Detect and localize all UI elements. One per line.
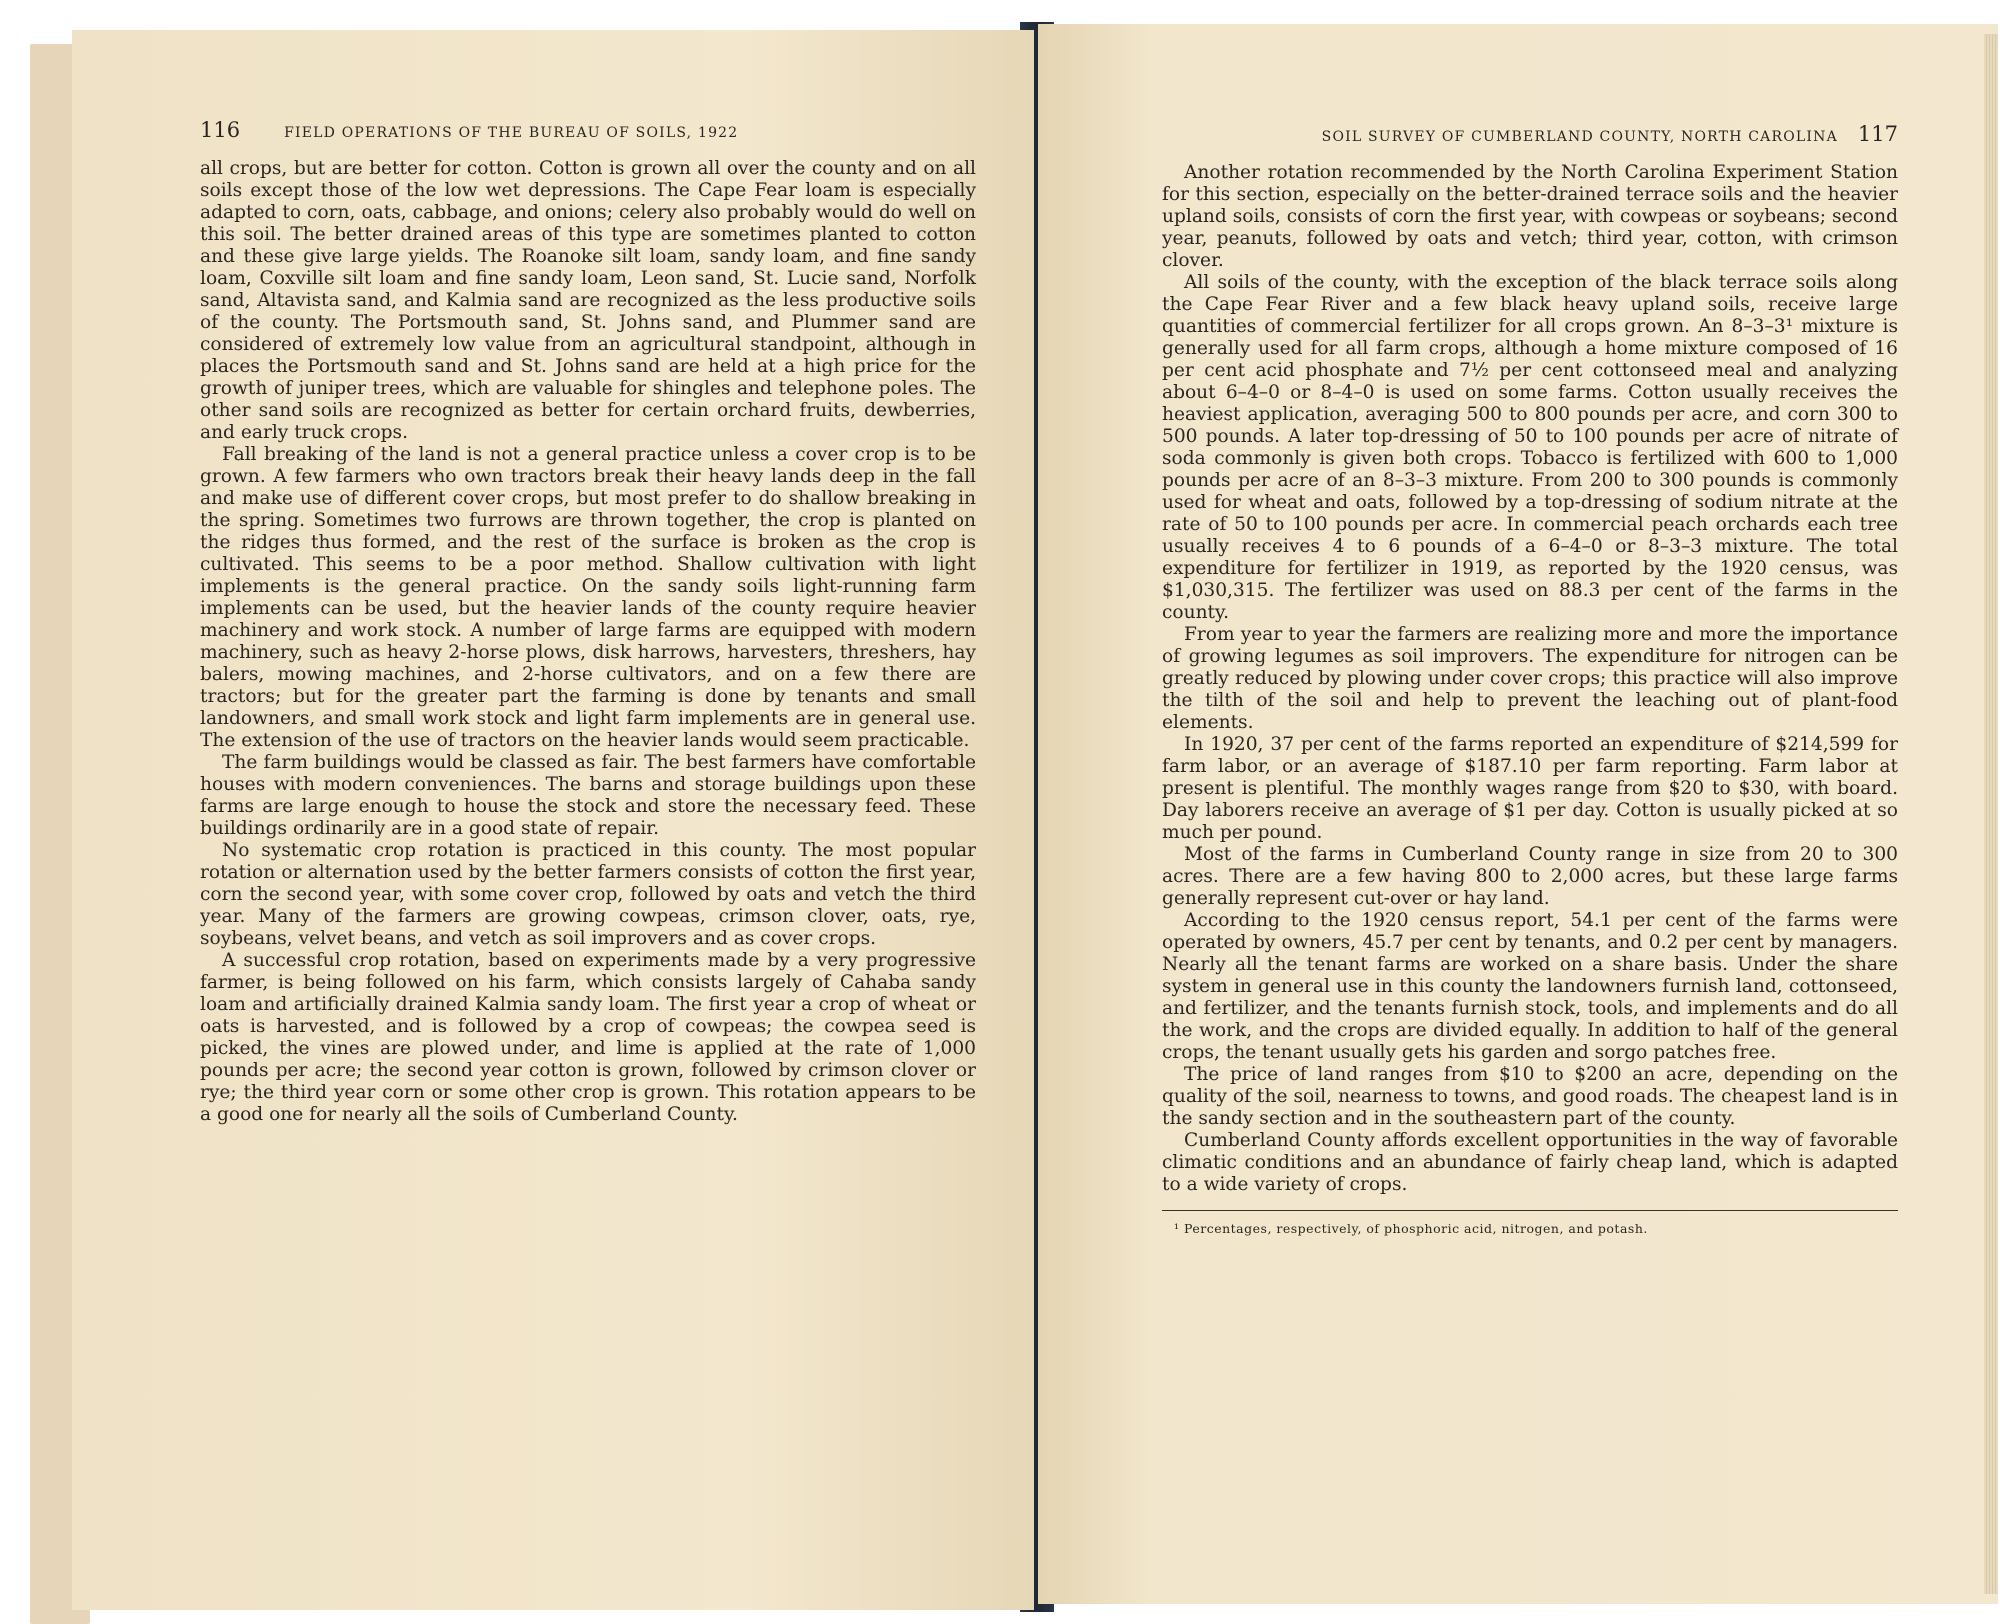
- paragraph: In 1920, 37 per cent of the farms reported an expenditure of $214,599 for farm labor, or an average of $187.10 per farm reporting. Farm labor at present is plentiful. The monthly wages range from $20 to $30, with board. Day laborers receive an average of $1 per day. Cotton is usually picked at so much per pound.: [1162, 734, 1898, 843]
- page-stack-edge: [1984, 34, 1998, 1594]
- page-number: 116: [200, 118, 241, 142]
- right-page-header: [1162, 122, 1898, 146]
- left-page-header: [200, 118, 976, 142]
- paragraph: Cumberland County affords excellent opportunities in the way of favorable climatic conditions and an abundance of fairly cheap land, which is adapted to a wide variety of crops.: [1162, 1130, 1898, 1195]
- paragraph: The price of land ranges from $10 to $200 an acre, depending on the quality of the soil, nearness to towns, and good roads. The cheapest land is in the sandy section and in the southeastern part of the county.: [1162, 1064, 1898, 1129]
- running-head: FIELD OPERATIONS OF THE BUREAU OF SOILS, 1922: [284, 125, 739, 141]
- paragraph: Another rotation recommended by the North Carolina Experiment Station for this section, especially on the better-drained terrace soils and the heavier upland soils, consists of corn the first year, with cowpeas or soybeans; second year, peanuts, followed by oats and vetch; third year, cotton, with crimson clover.: [1162, 162, 1898, 271]
- left-page-body: [200, 158, 976, 1126]
- paragraph: Fall breaking of the land is not a general practice unless a cover crop is to be grown. A few farmers who own tractors break their heavy lands deep in the fall and make use of different cover crops, but most prefer to do shallow breaking in the spring. Sometimes two furrows are thrown together, the crop is planted on the ridges thus formed, and the rest of the surface is broken as the crop is cultivated. This seems to be a poor method. Shallow cultivation with light implements is the general practice. On the sandy soils light-running farm implements can be used, but the heavier lands of the county require heavier machinery and work stock. A number of large farms are equipped with modern machinery, such as heavy 2-horse plows, disk harrows, harvesters, threshers, hay balers, mowing machines, and 2-horse cultivators, and on a few there are tractors; but for the greater part the farming is done by tenants and small landowners, and small work stock and light farm implements are in general use. The extension of the use of tractors on the heavier lands would seem practicable.: [200, 444, 976, 751]
- paragraph: A successful crop rotation, based on experiments made by a very progressive farmer, is being followed on his farm, which consists largely of Cahaba sandy loam and artificially drained Kalmia sandy loam. The first year a crop of wheat or oats is harvested, and is followed by a crop of cowpeas; the cowpea seed is picked, the vines are plowed under, and lime is applied at the rate of 1,000 pounds per acre; the second year cotton is grown, followed by crimson clover or rye; the third year corn or some other crop is grown. This rotation appears to be a good one for nearly all the soils of Cumberland County.: [200, 950, 976, 1125]
- paragraph: Most of the farms in Cumberland County range in size from 20 to 300 acres. There are a few having 800 to 2,000 acres, but these large farms generally represent cut-over or hay land.: [1162, 844, 1898, 909]
- paragraph: From year to year the farmers are realizing more and more the importance of growing legumes as soil improvers. The expenditure for nitrogen can be greatly reduced by plowing under cover crops; this practice will also improve the tilth of the soil and help to prevent the leaching out of plant-food elements.: [1162, 624, 1898, 733]
- paragraph: According to the 1920 census report, 54.1 per cent of the farms were operated by owners, 45.7 per cent by tenants, and 0.2 per cent by managers. Nearly all the tenant farms are worked on a share basis. Under the share system in general use in this county the landowners furnish land, cottonseed, and fertilizer, and the tenants furnish stock, tools, and implements and do all the work, and the crops are divided equally. In addition to half of the general crops, the tenant usually gets his garden and sorgo patches free.: [1162, 910, 1898, 1063]
- page-number: 117: [1857, 122, 1898, 146]
- left-page: [72, 30, 1034, 1610]
- right-page-body: [1162, 162, 1898, 1196]
- running-head: SOIL SURVEY OF CUMBERLAND COUNTY, NORTH CAROLINA: [1321, 129, 1838, 145]
- paragraph: all crops, but are better for cotton. Cotton is grown all over the county and on all soils except those of the low wet depressions. The Cape Fear loam is especially adapted to corn, oats, cabbage, and onions; celery also probably would do well on this soil. The better drained areas of this type are sometimes planted to cotton and these give large yields. The Roanoke silt loam, sandy loam, and fine sandy loam, Coxville silt loam and fine sandy loam, Leon sand, St. Lucie sand, Norfolk sand, Altavista sand, and Kalmia sand are recognized as the less productive soils of the county. The Portsmouth sand, St. Johns sand, and Plummer sand are considered of extremely low value from an agricultural standpoint, although in places the Portsmouth sand and St. Johns sand are held at a high price for the growth of juniper trees, which are valuable for shingles and telephone poles. The other sand soils are recognized as better for certain orchard fruits, dewberries, and early truck crops.: [200, 158, 976, 443]
- right-page: [1038, 24, 1998, 1604]
- paragraph: The farm buildings would be classed as fair. The best farmers have comfortable houses with modern conveniences. The barns and storage buildings upon these farms are large enough to house the stock and store the necessary feed. These buildings ordinarily are in a good state of repair.: [200, 752, 976, 839]
- paragraph: No systematic crop rotation is practiced in this county. The most popular rotation or alternation used by the better farmers consists of cotton the first year, corn the second year, with some cover crop, followed by oats and vetch the third year. Many of the farmers are growing cowpeas, crimson clover, oats, rye, soybeans, velvet beans, and vetch as soil improvers and as cover crops.: [200, 840, 976, 949]
- open-book: [30, 22, 1998, 1612]
- footnote: ¹ Percentages, respectively, of phosphoric acid, nitrogen, and potash.: [1174, 1221, 1648, 1236]
- footnote-divider: [1162, 1210, 1898, 1211]
- paragraph: All soils of the county, with the exception of the black terrace soils along the Cape Fear River and a few black heavy upland soils, receive large quantities of commercial fertilizer for all crops grown. An 8–3–3¹ mixture is generally used for all farm crops, although a home mixture composed of 16 per cent acid phosphate and 7½ per cent cottonseed meal and analyzing about 6–4–0 or 8–4–0 is used on some farms. Cotton usually receives the heaviest application, averaging 500 to 800 pounds per acre, and corn 300 to 500 pounds. A later top-dressing of 50 to 100 pounds per acre of nitrate of soda commonly is given both crops. Tobacco is fertilized with 600 to 1,000 pounds per acre of an 8–3–3 mixture. From 200 to 300 pounds is commonly used for wheat and oats, followed by a top-dressing of sodium nitrate at the rate of 50 to 100 pounds per acre. In commercial peach orchards each tree usually receives 4 to 6 pounds of a 6–4–0 or 8–3–3 mixture. The total expenditure for fertilizer in 1919, as reported by the 1920 census, was $1,030,315. The fertilizer was used on 88.3 per cent of the farms in the county.: [1162, 272, 1898, 623]
